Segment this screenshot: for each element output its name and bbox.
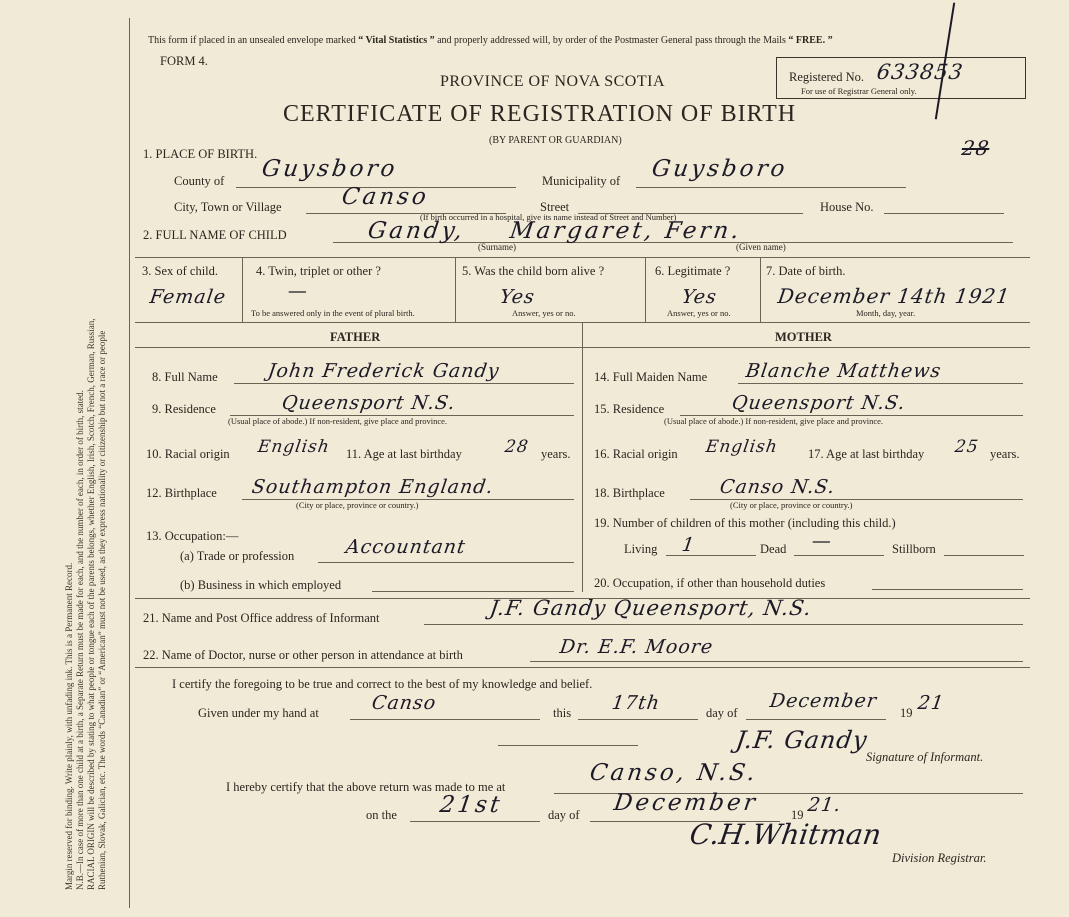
this-day-line — [578, 719, 698, 720]
registrar-use-note: For use of Registrar General only. — [801, 86, 917, 96]
month-value: December — [768, 690, 879, 712]
father-name-label: 8. Full Name — [152, 370, 218, 384]
father-age-label: 11. Age at last birthday — [346, 447, 462, 461]
informant-value: J.F. Gandy Queensport, N.S. — [488, 596, 814, 620]
registered-label: Registered No. — [789, 70, 864, 84]
father-heading: FATHER — [330, 330, 381, 344]
father-name-line — [234, 383, 574, 384]
dead-label: Dead — [760, 542, 787, 556]
legitimate-note: Answer, yes or no. — [667, 308, 731, 318]
mother-residence-value: Queensport N.S. — [730, 392, 908, 414]
registrar-year-prefix: 19 — [791, 808, 804, 822]
father-business-line — [372, 591, 574, 592]
margin-note-line: RACIAL ORIGIN will be described by stating to what people or tongue each of the parents belongs, whether English, Irish, Scotch, French, German, Russian, — [86, 318, 96, 890]
certify-text: I certify the foregoing to be true and correct to the best of my knowledge and belief. — [172, 677, 593, 691]
father-residence-value: Queensport N.S. — [280, 392, 458, 414]
row-divider — [135, 667, 1030, 668]
dead-line — [794, 555, 884, 556]
stillborn-line — [944, 555, 1024, 556]
informant-line — [424, 624, 1023, 625]
father-racial-label: 10. Racial origin — [146, 447, 230, 461]
given-place-line — [350, 719, 540, 720]
alive-value: Yes — [498, 286, 537, 308]
mother-birthplace-value: Canso N.S. — [718, 476, 837, 498]
mother-children-label: 19. Number of children of this mother (including this child.) — [594, 516, 896, 530]
mother-name-value: Blanche Matthews — [744, 360, 943, 382]
day-of-label: day of — [706, 706, 738, 720]
house-label: House No. — [820, 200, 874, 214]
legitimate-label: 6. Legitimate ? — [655, 264, 731, 278]
mother-years: years. — [990, 447, 1020, 461]
year-prefix: 19 — [900, 706, 913, 720]
margin-instructions — [64, 318, 108, 890]
city-label: City, Town or Village — [174, 200, 282, 214]
street-label: Street — [540, 200, 570, 214]
doctor-label: 22. Name of Doctor, nurse or other person in attendance at birth — [143, 648, 463, 662]
this-label: this — [553, 706, 572, 720]
father-birthplace-value: Southampton England. — [250, 476, 496, 498]
form-number: FORM 4. — [160, 54, 208, 68]
registrar-day-of-label: day of — [548, 808, 580, 822]
mail-notice — [148, 35, 833, 46]
father-racial-value: English — [256, 437, 332, 457]
doctor-line — [530, 661, 1023, 662]
mother-residence-note: (Usual place of abode.) If non-resident, give place and province. — [664, 416, 884, 426]
father-birthplace-note: (City or place, province or country.) — [296, 500, 419, 510]
binding-border — [129, 18, 130, 908]
father-residence-label: 9. Residence — [152, 402, 216, 416]
father-residence-note: (Usual place of abode.) If non-resident, give place and province. — [228, 416, 448, 426]
doctor-value: Dr. E.F. Moore — [558, 636, 715, 658]
registered-number: 633853 — [875, 60, 965, 84]
date-label: 7. Date of birth. — [766, 264, 846, 278]
municipality-line — [636, 187, 906, 188]
mother-occupation-line — [872, 589, 1023, 590]
twin-value: — — [286, 280, 310, 302]
informant-signature-caption: Signature of Informant. — [866, 750, 984, 764]
twin-label: 4. Twin, triplet or other ? — [256, 264, 381, 278]
mother-occupation-label: 20. Occupation, if other than household duties — [594, 576, 826, 590]
registered-box — [776, 57, 1026, 99]
mother-racial-label: 16. Racial origin — [594, 447, 678, 461]
certificate-subtitle: (BY PARENT OR GUARDIAN) — [489, 135, 622, 146]
certificate-title: CERTIFICATE OF REGISTRATION OF BIRTH — [283, 101, 797, 127]
father-years: years. — [541, 447, 571, 461]
province-heading: PROVINCE OF NOVA SCOTIA — [440, 73, 666, 90]
given-name-caption: (Given name) — [736, 242, 786, 252]
column-divider — [645, 257, 646, 322]
child-given-name: Margaret, Fern. — [508, 218, 744, 244]
county-value: Guysboro — [260, 156, 400, 182]
registrar-day-value: 21st — [438, 792, 505, 818]
father-business-label: (b) Business in which employed — [180, 578, 342, 592]
registrar-signature: C.H.Whitman — [687, 818, 884, 851]
father-occupation-label: 13. Occupation:— — [146, 529, 239, 543]
living-label: Living — [624, 542, 658, 556]
month-line — [746, 719, 886, 720]
mother-name-line — [738, 383, 1023, 384]
given-place-value: Canso — [370, 692, 438, 714]
municipality-value: Guysboro — [650, 156, 790, 182]
twin-note: To be answered only in the event of plural birth. — [251, 308, 415, 318]
registrar-day-line — [410, 821, 540, 822]
parents-divider — [582, 322, 583, 592]
date-value: December 14th 1921 — [776, 284, 1012, 308]
registrar-year-value: 21. — [806, 794, 843, 816]
sex-label: 3. Sex of child. — [142, 264, 219, 278]
hospital-note: (If birth occurred in a hospital, give its name instead of Street and Number) — [420, 212, 677, 222]
legitimate-value: Yes — [680, 286, 719, 308]
given-label: Given under my hand at — [198, 706, 319, 720]
child-surname: Gandy, — [366, 218, 467, 244]
notice-text: and properly addressed will, by order of the Postmaster General pass through the Mails — [437, 35, 786, 46]
stillborn-label: Stillborn — [892, 542, 936, 556]
alive-label: 5. Was the child born alive ? — [462, 264, 605, 278]
father-birthplace-label: 12. Birthplace — [146, 486, 217, 500]
mother-birthplace-label: 18. Birthplace — [594, 486, 665, 500]
municipality-label: Municipality of — [542, 174, 621, 188]
column-divider — [242, 257, 243, 322]
surname-caption: (Surname) — [478, 242, 516, 252]
informant-label: 21. Name and Post Office address of Informant — [143, 611, 380, 625]
father-trade-label: (a) Trade or profession — [180, 549, 295, 563]
margin-note-line: Margin reserved for binding. Write plainly, with unfading ink. This is a Permanent Record. — [64, 562, 74, 890]
registrar-month-value: December — [612, 790, 760, 816]
sex-value: Female — [148, 286, 228, 308]
row-divider — [135, 257, 1030, 258]
mother-name-label: 14. Full Maiden Name — [594, 370, 708, 384]
mother-residence-label: 15. Residence — [594, 402, 665, 416]
father-trade-line — [318, 562, 574, 563]
year-value: 21 — [916, 692, 946, 714]
father-name-value: John Frederick Gandy — [266, 360, 502, 382]
county-label: County of — [174, 174, 225, 188]
registrar-certify-text: I hereby certify that the above return was made to me at — [226, 780, 506, 794]
informant-signature: J.F. Gandy — [734, 726, 870, 754]
row-divider — [135, 347, 1030, 348]
this-day-value: 17th — [610, 692, 662, 714]
alive-note: Answer, yes or no. — [512, 308, 576, 318]
registrar-caption: Division Registrar. — [892, 851, 987, 865]
struck-corner-number: 28 — [960, 136, 992, 160]
margin-note-line: N.B.—In case of more than one child at a birth, a Separate Return must be made for each, and the number of each, in order of birth, stated. — [75, 390, 85, 890]
father-trade-value: Accountant — [344, 536, 468, 558]
margin-note-line: Ruthenian, Slovak, Galician, etc. The words “Canadian” or “American” must not be used, as they express nationality or citizenship but not a race or people — [97, 330, 107, 890]
notice-vital-statistics: “ Vital Statistics ” — [358, 35, 435, 46]
separator-line — [498, 745, 638, 746]
living-value: 1 — [680, 534, 697, 556]
father-age-value: 28 — [503, 437, 531, 457]
house-line — [884, 213, 1004, 214]
mother-heading: MOTHER — [775, 330, 832, 344]
notice-free: “ FREE. ” — [788, 35, 833, 46]
column-divider — [455, 257, 456, 322]
registrar-place-value: Canso, N.S. — [588, 760, 760, 786]
mother-age-value: 25 — [953, 437, 981, 457]
date-note: Month, day, year. — [856, 308, 916, 318]
on-the-label: on the — [366, 808, 397, 822]
column-divider — [760, 257, 761, 322]
mother-birthplace-note: (City or place, province or country.) — [730, 500, 853, 510]
mother-racial-value: English — [704, 437, 780, 457]
notice-text: This form if placed in an unsealed envelope marked — [148, 35, 356, 46]
child-name-label: 2. FULL NAME OF CHILD — [143, 228, 287, 242]
mother-age-label: 17. Age at last birthday — [808, 447, 925, 461]
dead-value: — — [810, 530, 834, 552]
place-of-birth-label: 1. PLACE OF BIRTH. — [143, 147, 258, 161]
city-value: Canso — [340, 184, 431, 210]
